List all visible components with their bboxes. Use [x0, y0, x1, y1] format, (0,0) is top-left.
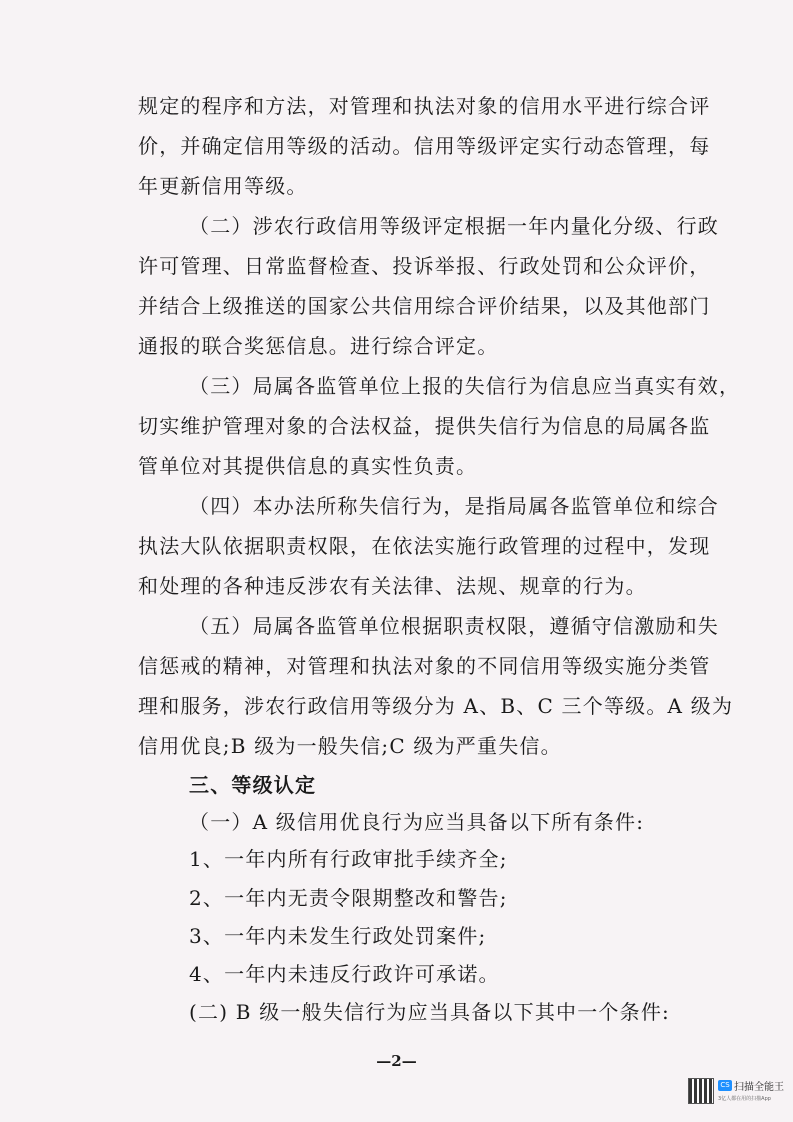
- text-line: 1、一年内所有行政审批手续齐全;: [189, 847, 508, 871]
- text-line: 信用优良;B 级为一般失信;C 级为严重失信。: [138, 734, 562, 758]
- text-line: 管单位对其提供信息的真实性负责。: [138, 454, 478, 478]
- text-line: 2、一年内无责令限期整改和警告;: [189, 886, 508, 910]
- text-line: (二) B 级一般失信行为应当具备以下其中一个条件:: [189, 1000, 670, 1024]
- section-heading: 三、等级认定: [189, 773, 317, 797]
- qr-code-icon: [688, 1078, 714, 1104]
- text-line: 执法大队依据职责权限，在依法实施行政管理的过程中，发现: [138, 534, 711, 558]
- watermark-subtitle: 3亿人都在用的扫描App: [718, 1096, 771, 1102]
- text-line: 年更新信用等级。: [138, 174, 308, 198]
- text-line: 理和服务，涉农行政信用等级分为 A、B、C 三个等级。A 级为: [138, 694, 734, 718]
- text-line: 许可管理、日常监督检查、投诉举报、行政处罚和公众评价，: [138, 254, 711, 278]
- watermark-logo: [718, 1078, 784, 1093]
- text-line: 3、一年内未发生行政处罚案件;: [189, 924, 487, 948]
- text-line: 和处理的各种违反涉农有关法律、法规、规章的行为。: [138, 574, 647, 598]
- text-line: 并结合上级推送的国家公共信用综合评价结果，以及其他部门: [138, 294, 711, 318]
- watermark-name: 扫描全能王: [734, 1082, 784, 1093]
- scanner-watermark: [688, 1078, 788, 1108]
- text-line: （五）局属各监管单位根据职责权限，遵循守信激励和失: [189, 614, 719, 638]
- text-line: （二）涉农行政信用等级评定根据一年内量化分级、行政: [189, 214, 719, 238]
- text-line: 信惩戒的精神，对管理和执法对象的不同信用等级实施分类管: [138, 654, 711, 678]
- text-line: （四）本办法所称失信行为，是指局属各监管单位和综合: [189, 494, 719, 518]
- page-number: —2—: [376, 1052, 417, 1070]
- text-line: 价，并确定信用等级的活动。信用等级评定实行动态管理，每: [138, 134, 711, 158]
- watermark-text: [718, 1078, 784, 1102]
- text-line: 切实维护管理对象的合法权益，提供失信行为信息的局属各监: [138, 414, 711, 438]
- text-line: 规定的程序和方法，对管理和执法对象的信用水平进行综合评: [138, 94, 711, 118]
- text-line: （一）A 级信用优良行为应当具备以下所有条件:: [189, 810, 645, 834]
- text-line: （三）局属各监管单位上报的失信行为信息应当真实有效，: [189, 374, 741, 398]
- camscanner-logo-icon: CS: [718, 1080, 732, 1091]
- text-line: 通报的联合奖惩信息。进行综合评定。: [138, 334, 499, 358]
- text-line: 4、一年内未违反行政许可承诺。: [189, 962, 500, 986]
